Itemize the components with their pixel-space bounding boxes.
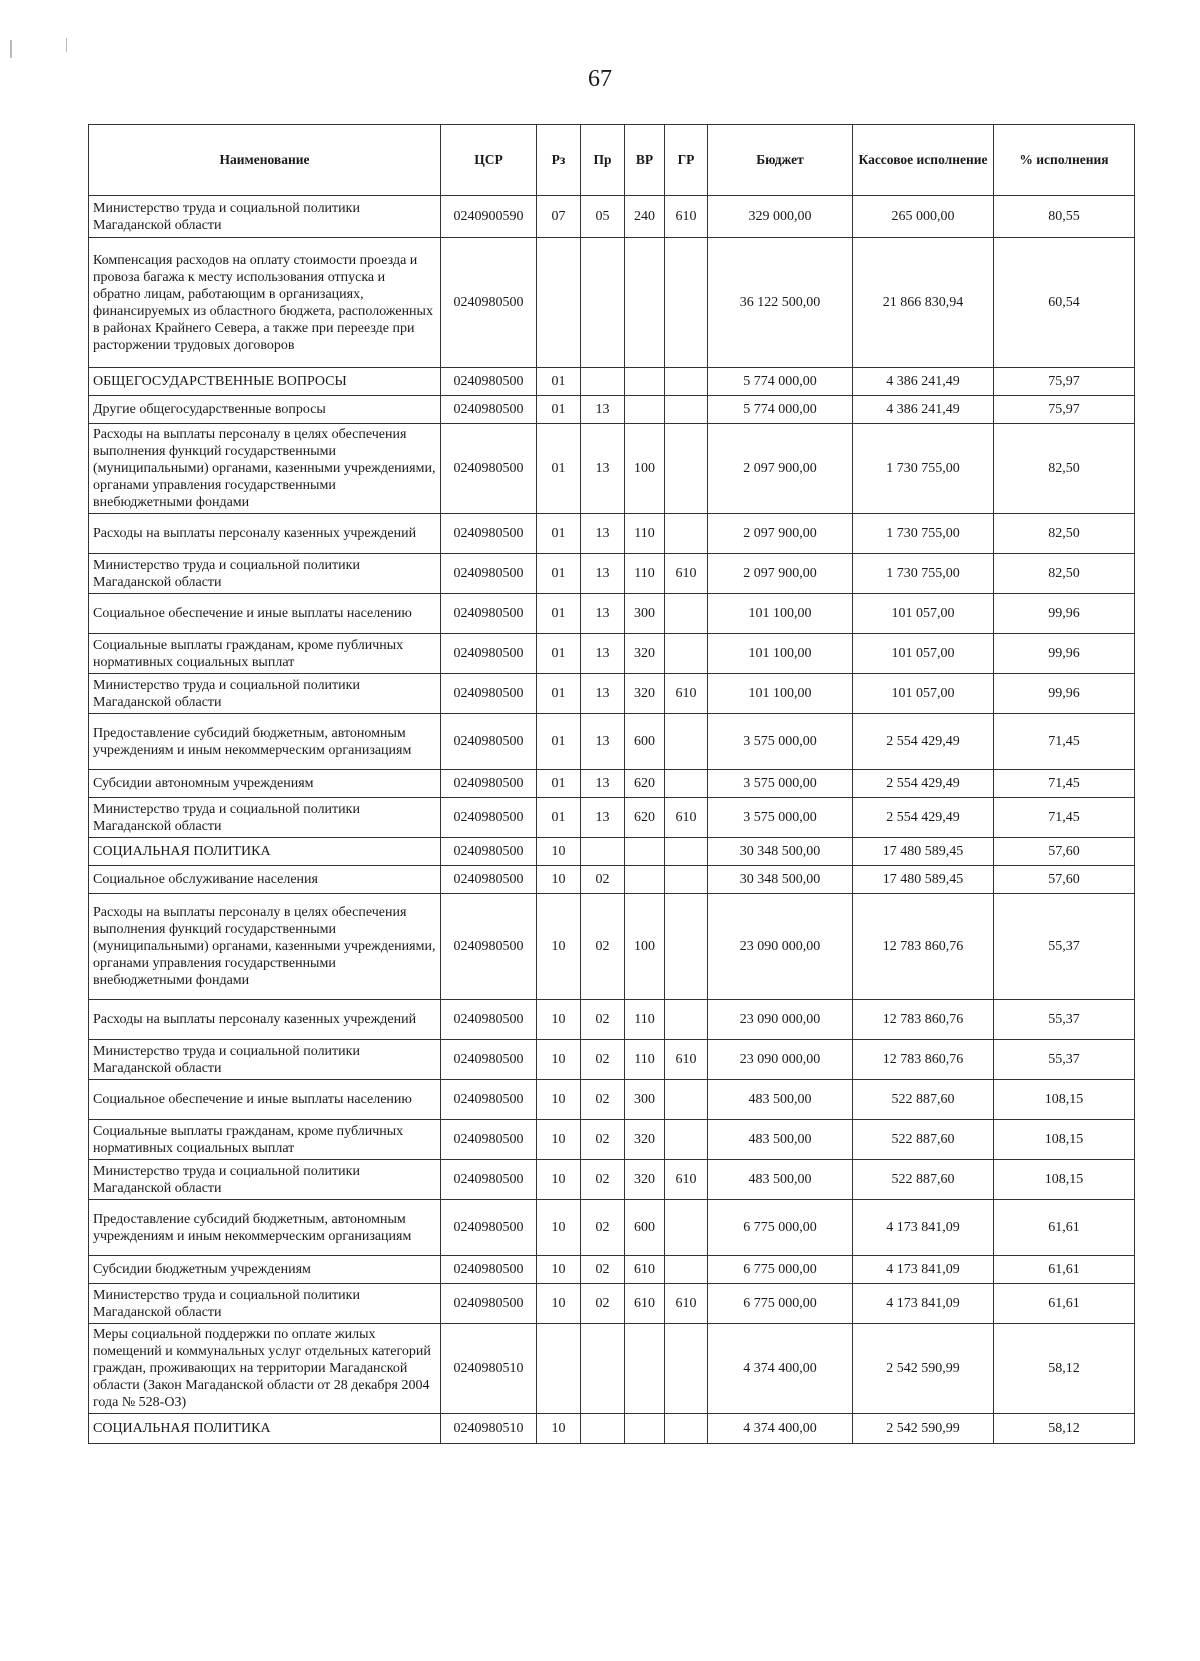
cell-percent: 108,15 bbox=[994, 1160, 1135, 1200]
cell-vr bbox=[625, 238, 665, 368]
cell-budget: 3 575 000,00 bbox=[708, 714, 853, 770]
cell-pr: 02 bbox=[581, 1256, 625, 1284]
cell-percent: 58,12 bbox=[994, 1324, 1135, 1414]
cell-budget: 30 348 500,00 bbox=[708, 838, 853, 866]
cell-percent: 55,37 bbox=[994, 1000, 1135, 1040]
header-gr: ГР bbox=[665, 125, 708, 196]
cell-budget: 5 774 000,00 bbox=[708, 368, 853, 396]
table-row bbox=[89, 838, 1135, 866]
cell-name: Компенсация расходов на оплату стоимости проезда и провоза багажа к месту использования отпуска и обратно лицам, работающим в организациях, финансируемых из областного бюджета, расположенных в районах Крайнего Севера, а также при переезде при расторжении трудовых договоров bbox=[89, 238, 441, 368]
cell-cash: 101 057,00 bbox=[853, 674, 994, 714]
cell-budget: 23 090 000,00 bbox=[708, 894, 853, 1000]
cell-percent: 57,60 bbox=[994, 838, 1135, 866]
cell-percent: 55,37 bbox=[994, 894, 1135, 1000]
cell-name: Министерство труда и социальной политики Магаданской области bbox=[89, 196, 441, 238]
cell-csr: 0240980500 bbox=[441, 838, 537, 866]
cell-rz: 10 bbox=[537, 1040, 581, 1080]
cell-budget: 23 090 000,00 bbox=[708, 1040, 853, 1080]
header-budget: Бюджет bbox=[708, 125, 853, 196]
cell-rz: 10 bbox=[537, 1256, 581, 1284]
cell-csr: 0240980500 bbox=[441, 714, 537, 770]
cell-pr: 02 bbox=[581, 1200, 625, 1256]
scan-artifact bbox=[10, 40, 12, 58]
cell-csr: 0240980500 bbox=[441, 894, 537, 1000]
cell-rz bbox=[537, 238, 581, 368]
cell-percent: 55,37 bbox=[994, 1040, 1135, 1080]
cell-percent: 108,15 bbox=[994, 1080, 1135, 1120]
cell-pr: 13 bbox=[581, 554, 625, 594]
cell-vr: 100 bbox=[625, 424, 665, 514]
cell-rz: 10 bbox=[537, 1200, 581, 1256]
cell-name: Министерство труда и социальной политики Магаданской области bbox=[89, 1160, 441, 1200]
header-csr: ЦСР bbox=[441, 125, 537, 196]
cell-csr: 0240900590 bbox=[441, 196, 537, 238]
cell-name: СОЦИАЛЬНАЯ ПОЛИТИКА bbox=[89, 1414, 441, 1444]
cell-cash: 2 554 429,49 bbox=[853, 770, 994, 798]
cell-cash: 2 542 590,99 bbox=[853, 1324, 994, 1414]
cell-pr: 02 bbox=[581, 1080, 625, 1120]
cell-gr bbox=[665, 1200, 708, 1256]
cell-budget: 6 775 000,00 bbox=[708, 1200, 853, 1256]
cell-rz bbox=[537, 1324, 581, 1414]
cell-rz: 01 bbox=[537, 714, 581, 770]
cell-vr: 110 bbox=[625, 1040, 665, 1080]
cell-pr: 02 bbox=[581, 1000, 625, 1040]
cell-percent: 99,96 bbox=[994, 674, 1135, 714]
cell-percent: 58,12 bbox=[994, 1414, 1135, 1444]
cell-vr bbox=[625, 368, 665, 396]
cell-csr: 0240980500 bbox=[441, 368, 537, 396]
cell-gr bbox=[665, 1414, 708, 1444]
cell-vr: 620 bbox=[625, 770, 665, 798]
cell-gr bbox=[665, 368, 708, 396]
cell-percent: 61,61 bbox=[994, 1256, 1135, 1284]
cell-vr bbox=[625, 1324, 665, 1414]
cell-percent: 82,50 bbox=[994, 554, 1135, 594]
cell-cash: 2 554 429,49 bbox=[853, 798, 994, 838]
cell-name: Предоставление субсидий бюджетным, автономным учреждениям и иным некоммерческим организациям bbox=[89, 714, 441, 770]
cell-vr: 320 bbox=[625, 1160, 665, 1200]
cell-pr bbox=[581, 238, 625, 368]
cell-budget: 4 374 400,00 bbox=[708, 1414, 853, 1444]
table-row bbox=[89, 424, 1135, 514]
cell-pr: 13 bbox=[581, 770, 625, 798]
cell-rz: 01 bbox=[537, 424, 581, 514]
cell-cash: 101 057,00 bbox=[853, 634, 994, 674]
cell-rz: 10 bbox=[537, 866, 581, 894]
cell-cash: 2 542 590,99 bbox=[853, 1414, 994, 1444]
cell-rz: 10 bbox=[537, 1160, 581, 1200]
cell-gr bbox=[665, 770, 708, 798]
cell-pr: 02 bbox=[581, 1160, 625, 1200]
cell-gr bbox=[665, 396, 708, 424]
cell-pr bbox=[581, 838, 625, 866]
cell-name: Социальное обеспечение и иные выплаты населению bbox=[89, 594, 441, 634]
cell-vr: 300 bbox=[625, 594, 665, 634]
cell-budget: 6 775 000,00 bbox=[708, 1256, 853, 1284]
cell-percent: 75,97 bbox=[994, 396, 1135, 424]
cell-gr: 610 bbox=[665, 1284, 708, 1324]
table-row bbox=[89, 514, 1135, 554]
table-row bbox=[89, 1160, 1135, 1200]
table-row bbox=[89, 866, 1135, 894]
cell-pr: 13 bbox=[581, 798, 625, 838]
cell-gr: 610 bbox=[665, 1160, 708, 1200]
cell-percent: 61,61 bbox=[994, 1200, 1135, 1256]
cell-name: Другие общегосударственные вопросы bbox=[89, 396, 441, 424]
cell-pr bbox=[581, 1414, 625, 1444]
cell-budget: 483 500,00 bbox=[708, 1160, 853, 1200]
table-row bbox=[89, 368, 1135, 396]
cell-gr: 610 bbox=[665, 554, 708, 594]
table-body bbox=[89, 196, 1135, 1444]
cell-gr bbox=[665, 714, 708, 770]
cell-gr bbox=[665, 1080, 708, 1120]
cell-percent: 108,15 bbox=[994, 1120, 1135, 1160]
cell-csr: 0240980500 bbox=[441, 554, 537, 594]
cell-vr bbox=[625, 1414, 665, 1444]
cell-pr: 13 bbox=[581, 396, 625, 424]
cell-vr: 610 bbox=[625, 1256, 665, 1284]
table-row bbox=[89, 554, 1135, 594]
cell-cash: 1 730 755,00 bbox=[853, 514, 994, 554]
cell-name: Министерство труда и социальной политики Магаданской области bbox=[89, 554, 441, 594]
cell-rz: 10 bbox=[537, 1414, 581, 1444]
cell-gr: 610 bbox=[665, 196, 708, 238]
cell-csr: 0240980500 bbox=[441, 674, 537, 714]
cell-name: Министерство труда и социальной политики Магаданской области bbox=[89, 1284, 441, 1324]
cell-gr: 610 bbox=[665, 1040, 708, 1080]
cell-name: Субсидии автономным учреждениям bbox=[89, 770, 441, 798]
cell-gr bbox=[665, 514, 708, 554]
cell-cash: 4 386 241,49 bbox=[853, 368, 994, 396]
cell-cash: 4 173 841,09 bbox=[853, 1200, 994, 1256]
cell-cash: 17 480 589,45 bbox=[853, 866, 994, 894]
cell-name: Расходы на выплаты персоналу в целях обеспечения выполнения функций государственными (муниципальными) органами, казенными учреждениями, органами управления государственными внебюджетными фондами bbox=[89, 894, 441, 1000]
cell-vr: 620 bbox=[625, 798, 665, 838]
table-row bbox=[89, 594, 1135, 634]
cell-csr: 0240980500 bbox=[441, 1284, 537, 1324]
cell-name: Социальные выплаты гражданам, кроме публичных нормативных социальных выплат bbox=[89, 634, 441, 674]
header-vr: ВР bbox=[625, 125, 665, 196]
cell-budget: 2 097 900,00 bbox=[708, 424, 853, 514]
cell-csr: 0240980500 bbox=[441, 1000, 537, 1040]
cell-vr: 600 bbox=[625, 1200, 665, 1256]
cell-pr: 02 bbox=[581, 1120, 625, 1160]
cell-gr: 610 bbox=[665, 674, 708, 714]
table-row bbox=[89, 1324, 1135, 1414]
table-row bbox=[89, 1080, 1135, 1120]
cell-rz: 01 bbox=[537, 554, 581, 594]
cell-gr: 610 bbox=[665, 798, 708, 838]
cell-csr: 0240980500 bbox=[441, 1080, 537, 1120]
cell-vr: 240 bbox=[625, 196, 665, 238]
table-row bbox=[89, 674, 1135, 714]
cell-csr: 0240980500 bbox=[441, 634, 537, 674]
cell-budget: 30 348 500,00 bbox=[708, 866, 853, 894]
cell-cash: 522 887,60 bbox=[853, 1080, 994, 1120]
cell-csr: 0240980500 bbox=[441, 798, 537, 838]
cell-cash: 4 386 241,49 bbox=[853, 396, 994, 424]
cell-rz: 01 bbox=[537, 674, 581, 714]
cell-cash: 12 783 860,76 bbox=[853, 894, 994, 1000]
cell-rz: 01 bbox=[537, 594, 581, 634]
cell-rz: 10 bbox=[537, 838, 581, 866]
cell-cash: 4 173 841,09 bbox=[853, 1256, 994, 1284]
table-row bbox=[89, 1284, 1135, 1324]
table-row bbox=[89, 1414, 1135, 1444]
cell-vr: 110 bbox=[625, 1000, 665, 1040]
cell-pr: 02 bbox=[581, 894, 625, 1000]
cell-pr: 13 bbox=[581, 594, 625, 634]
cell-name: Министерство труда и социальной политики Магаданской области bbox=[89, 1040, 441, 1080]
cell-cash: 1 730 755,00 bbox=[853, 554, 994, 594]
cell-vr: 110 bbox=[625, 554, 665, 594]
cell-name: Министерство труда и социальной политики Магаданской области bbox=[89, 674, 441, 714]
header-percent: % исполнения bbox=[994, 125, 1135, 196]
cell-pr bbox=[581, 1324, 625, 1414]
cell-pr: 02 bbox=[581, 1040, 625, 1080]
table-row bbox=[89, 1120, 1135, 1160]
table-row bbox=[89, 1256, 1135, 1284]
scan-artifact bbox=[66, 38, 67, 52]
cell-budget: 329 000,00 bbox=[708, 196, 853, 238]
cell-rz: 07 bbox=[537, 196, 581, 238]
cell-vr: 320 bbox=[625, 674, 665, 714]
cell-gr bbox=[665, 238, 708, 368]
cell-cash: 4 173 841,09 bbox=[853, 1284, 994, 1324]
cell-budget: 483 500,00 bbox=[708, 1080, 853, 1120]
cell-cash: 12 783 860,76 bbox=[853, 1040, 994, 1080]
cell-percent: 99,96 bbox=[994, 634, 1135, 674]
cell-cash: 101 057,00 bbox=[853, 594, 994, 634]
cell-budget: 101 100,00 bbox=[708, 634, 853, 674]
cell-csr: 0240980500 bbox=[441, 1040, 537, 1080]
cell-pr: 13 bbox=[581, 424, 625, 514]
cell-percent: 61,61 bbox=[994, 1284, 1135, 1324]
cell-vr bbox=[625, 866, 665, 894]
table-row bbox=[89, 894, 1135, 1000]
table-row bbox=[89, 1200, 1135, 1256]
cell-budget: 2 097 900,00 bbox=[708, 554, 853, 594]
table-row bbox=[89, 798, 1135, 838]
cell-name: Меры социальной поддержки по оплате жилых помещений и коммунальных услуг отдельных категорий граждан, проживающих на территории Магаданской области (Закон Магаданской области от 28 декабря 2004 года № 528-ОЗ) bbox=[89, 1324, 441, 1414]
table-row bbox=[89, 770, 1135, 798]
cell-csr: 0240980500 bbox=[441, 594, 537, 634]
cell-rz: 01 bbox=[537, 368, 581, 396]
cell-vr bbox=[625, 838, 665, 866]
cell-rz: 01 bbox=[537, 770, 581, 798]
page-number: 67 bbox=[588, 66, 612, 92]
cell-percent: 71,45 bbox=[994, 798, 1135, 838]
cell-vr: 610 bbox=[625, 1284, 665, 1324]
cell-cash: 2 554 429,49 bbox=[853, 714, 994, 770]
cell-rz: 01 bbox=[537, 396, 581, 424]
cell-cash: 1 730 755,00 bbox=[853, 424, 994, 514]
cell-budget: 5 774 000,00 bbox=[708, 396, 853, 424]
cell-cash: 265 000,00 bbox=[853, 196, 994, 238]
cell-gr bbox=[665, 1256, 708, 1284]
cell-csr: 0240980500 bbox=[441, 1160, 537, 1200]
cell-budget: 3 575 000,00 bbox=[708, 770, 853, 798]
cell-csr: 0240980500 bbox=[441, 238, 537, 368]
cell-pr: 13 bbox=[581, 714, 625, 770]
cell-pr: 02 bbox=[581, 1284, 625, 1324]
cell-budget: 2 097 900,00 bbox=[708, 514, 853, 554]
cell-budget: 36 122 500,00 bbox=[708, 238, 853, 368]
table-row bbox=[89, 714, 1135, 770]
cell-pr: 13 bbox=[581, 514, 625, 554]
cell-csr: 0240980500 bbox=[441, 1200, 537, 1256]
cell-cash: 21 866 830,94 bbox=[853, 238, 994, 368]
cell-rz: 10 bbox=[537, 1120, 581, 1160]
cell-gr bbox=[665, 894, 708, 1000]
cell-rz: 10 bbox=[537, 1080, 581, 1120]
cell-percent: 99,96 bbox=[994, 594, 1135, 634]
cell-csr: 0240980500 bbox=[441, 396, 537, 424]
cell-budget: 6 775 000,00 bbox=[708, 1284, 853, 1324]
header-row bbox=[89, 125, 1135, 196]
cell-budget: 101 100,00 bbox=[708, 594, 853, 634]
table-row bbox=[89, 396, 1135, 424]
cell-name: Социальное обеспечение и иные выплаты населению bbox=[89, 1080, 441, 1120]
table-row bbox=[89, 634, 1135, 674]
cell-csr: 0240980500 bbox=[441, 770, 537, 798]
header-rz: Рз bbox=[537, 125, 581, 196]
header-name: Наименование bbox=[89, 125, 441, 196]
cell-percent: 82,50 bbox=[994, 424, 1135, 514]
header-cash: Кассовое исполнение bbox=[853, 125, 994, 196]
cell-csr: 0240980510 bbox=[441, 1324, 537, 1414]
cell-vr: 110 bbox=[625, 514, 665, 554]
cell-vr: 300 bbox=[625, 1080, 665, 1120]
cell-csr: 0240980500 bbox=[441, 1256, 537, 1284]
cell-rz: 01 bbox=[537, 634, 581, 674]
cell-gr bbox=[665, 1120, 708, 1160]
cell-gr bbox=[665, 838, 708, 866]
cell-vr: 100 bbox=[625, 894, 665, 1000]
cell-pr: 02 bbox=[581, 866, 625, 894]
cell-pr bbox=[581, 368, 625, 396]
table-row bbox=[89, 238, 1135, 368]
cell-csr: 0240980500 bbox=[441, 514, 537, 554]
cell-budget: 4 374 400,00 bbox=[708, 1324, 853, 1414]
cell-vr: 320 bbox=[625, 1120, 665, 1160]
table-row bbox=[89, 1040, 1135, 1080]
cell-rz: 10 bbox=[537, 894, 581, 1000]
cell-rz: 10 bbox=[537, 1284, 581, 1324]
cell-name: Социальные выплаты гражданам, кроме публичных нормативных социальных выплат bbox=[89, 1120, 441, 1160]
cell-percent: 80,55 bbox=[994, 196, 1135, 238]
header-pr: Пр bbox=[581, 125, 625, 196]
cell-name: Расходы на выплаты персоналу казенных учреждений bbox=[89, 1000, 441, 1040]
cell-percent: 57,60 bbox=[994, 866, 1135, 894]
cell-vr bbox=[625, 396, 665, 424]
cell-csr: 0240980500 bbox=[441, 866, 537, 894]
cell-rz: 01 bbox=[537, 514, 581, 554]
cell-name: Министерство труда и социальной политики Магаданской области bbox=[89, 798, 441, 838]
cell-pr: 05 bbox=[581, 196, 625, 238]
cell-gr bbox=[665, 1000, 708, 1040]
cell-name: Субсидии бюджетным учреждениям bbox=[89, 1256, 441, 1284]
cell-percent: 71,45 bbox=[994, 714, 1135, 770]
cell-rz: 01 bbox=[537, 798, 581, 838]
cell-percent: 60,54 bbox=[994, 238, 1135, 368]
cell-csr: 0240980500 bbox=[441, 1120, 537, 1160]
cell-budget: 483 500,00 bbox=[708, 1120, 853, 1160]
cell-cash: 17 480 589,45 bbox=[853, 838, 994, 866]
cell-name: ОБЩЕГОСУДАРСТВЕННЫЕ ВОПРОСЫ bbox=[89, 368, 441, 396]
cell-cash: 522 887,60 bbox=[853, 1120, 994, 1160]
cell-gr bbox=[665, 594, 708, 634]
table-row bbox=[89, 1000, 1135, 1040]
cell-gr bbox=[665, 1324, 708, 1414]
cell-vr: 320 bbox=[625, 634, 665, 674]
cell-csr: 0240980500 bbox=[441, 424, 537, 514]
cell-percent: 75,97 bbox=[994, 368, 1135, 396]
cell-csr: 0240980510 bbox=[441, 1414, 537, 1444]
cell-name: Социальное обслуживание населения bbox=[89, 866, 441, 894]
cell-name: Предоставление субсидий бюджетным, автономным учреждениям и иным некоммерческим организациям bbox=[89, 1200, 441, 1256]
cell-percent: 82,50 bbox=[994, 514, 1135, 554]
cell-pr: 13 bbox=[581, 674, 625, 714]
cell-cash: 522 887,60 bbox=[853, 1160, 994, 1200]
cell-gr bbox=[665, 424, 708, 514]
cell-name: Расходы на выплаты персоналу в целях обеспечения выполнения функций государственными (муниципальными) органами, казенными учреждениями, органами управления государственными внебюджетными фондами bbox=[89, 424, 441, 514]
cell-name: Расходы на выплаты персоналу казенных учреждений bbox=[89, 514, 441, 554]
cell-pr: 13 bbox=[581, 634, 625, 674]
cell-gr bbox=[665, 866, 708, 894]
table-row bbox=[89, 196, 1135, 238]
cell-vr: 600 bbox=[625, 714, 665, 770]
cell-percent: 71,45 bbox=[994, 770, 1135, 798]
cell-gr bbox=[665, 634, 708, 674]
budget-table bbox=[88, 124, 1135, 1444]
cell-name: СОЦИАЛЬНАЯ ПОЛИТИКА bbox=[89, 838, 441, 866]
cell-budget: 101 100,00 bbox=[708, 674, 853, 714]
cell-cash: 12 783 860,76 bbox=[853, 1000, 994, 1040]
cell-budget: 23 090 000,00 bbox=[708, 1000, 853, 1040]
cell-rz: 10 bbox=[537, 1000, 581, 1040]
cell-budget: 3 575 000,00 bbox=[708, 798, 853, 838]
